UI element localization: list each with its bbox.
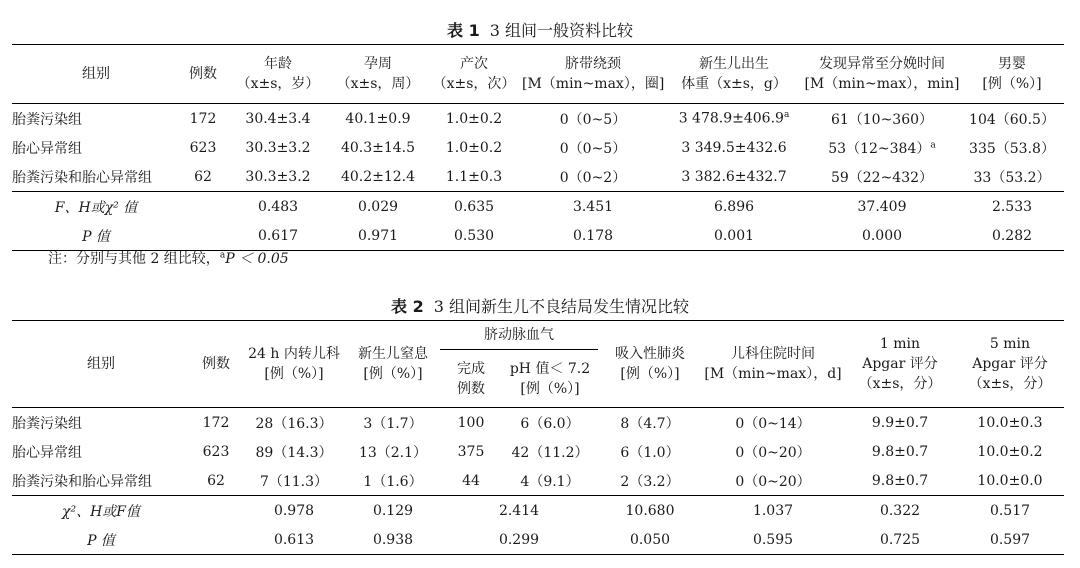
table-row (12, 437, 1064, 466)
cell: 9.8±0.7 (871, 472, 929, 489)
cell: 42（11.2） (511, 444, 589, 461)
cell: 59（22~432） (830, 169, 934, 186)
row-group: 胎粪污染组 (12, 415, 82, 432)
cell: 0.595 (702, 525, 844, 555)
cell: 0.001 (664, 221, 804, 251)
table-row (12, 408, 1064, 438)
table1-caption (0, 18, 1080, 41)
t1-header-parity: 产次 （x±s，次） (426, 45, 522, 104)
cell: 33（53.2） (973, 169, 1051, 186)
cell: 1.0±0.2 (445, 139, 503, 156)
cell: 10.680 (598, 496, 702, 526)
cell: 40.1±0.9 (345, 110, 411, 127)
stat-label: χ²、H或F值 (12, 496, 190, 526)
table1-title: 3 组间一般资料比较 (489, 21, 633, 40)
cell: 1.0±0.2 (445, 110, 503, 127)
t2-header-cord-gas: 脐动脉血气 (440, 321, 598, 350)
t1-header-bw: 新生儿出生 体重（x±s，g） (664, 45, 804, 104)
superscript-a: a (930, 139, 936, 150)
table1 (12, 44, 1064, 251)
cell: 30.4±3.4 (245, 110, 311, 127)
cell: 0.178 (522, 221, 664, 251)
cell: 28（16.3） (255, 415, 333, 432)
t1-header-time: 发现异常至分娩时间 [M（min~max），min] (804, 45, 960, 104)
t2-header-apgar5: 5 min Apgar 评分 （x±s，分） (956, 321, 1064, 408)
cell: 10.0±0.2 (977, 443, 1043, 460)
cell: 6（1.0） (620, 444, 680, 461)
superscript-a: a (783, 110, 790, 121)
superscript-a: a (219, 250, 226, 261)
cell: 1.037 (702, 496, 844, 526)
cell: 10.0±0.3 (977, 414, 1043, 431)
empty-cell (180, 192, 226, 222)
row-group: 胎心异常组 (12, 444, 82, 461)
cell: 623 (189, 139, 217, 156)
cell: 40.3±14.5 (340, 139, 416, 156)
cell: 0.517 (956, 496, 1064, 526)
cell: 6.896 (664, 192, 804, 222)
t1-header-cord: 脐带绕颈 [M（min~max），圈] (522, 45, 664, 104)
stat-label: F、H或χ² 值 (12, 192, 180, 222)
cell: 0.483 (226, 192, 330, 222)
cell: 13（2.1） (358, 444, 428, 461)
t2-header-asphyxia: 新生儿窒息 [例（%）] (346, 321, 440, 408)
cell: 100 (457, 414, 485, 431)
cell: 0.129 (346, 496, 440, 526)
table2-number: 表 2 (391, 297, 424, 316)
t2-header-done: 完成 例数 (440, 350, 502, 408)
cell: 2.414 (440, 496, 598, 526)
cell: 0（0~5） (559, 111, 627, 128)
cell: 1（1.6） (363, 473, 423, 490)
cell: 1.1±0.3 (445, 168, 503, 185)
cell: 0.597 (956, 525, 1064, 555)
cell: 4（9.1） (520, 473, 580, 490)
cell: 0.029 (330, 192, 426, 222)
t1-header-n: 例数 (180, 45, 226, 104)
cell: 0.322 (844, 496, 956, 526)
cell: 172 (189, 110, 217, 127)
row-group: 胎粪污染组 (12, 111, 82, 128)
cell: 0（0~20） (735, 473, 811, 490)
cell: 623 (202, 443, 230, 460)
cell: 6（6.0） (520, 415, 580, 432)
t2-header-ph: pH 值＜ 7.2 [例（%）] (502, 350, 598, 408)
cell: 0.282 (960, 221, 1064, 251)
table2-title: 3 组间新生儿不良结局发生情况比较 (433, 297, 689, 316)
table2-header-row-1 (12, 321, 1064, 350)
cell: 0.000 (804, 221, 960, 251)
table-row (12, 104, 1064, 134)
cell: 0.613 (242, 525, 346, 555)
p-row (12, 525, 1064, 555)
cell: 3 349.5±432.6 (681, 139, 787, 156)
empty-cell (190, 525, 242, 555)
stat-row (12, 496, 1064, 526)
cell: 0.938 (346, 525, 440, 555)
t1-header-male: 男婴 [例（%）] (960, 45, 1064, 104)
cell: 2（3.2） (620, 473, 680, 490)
cell: 3 478.9±406.9$^a$ (678, 110, 790, 127)
cell: 0.299 (440, 525, 598, 555)
cell: 0.635 (426, 192, 522, 222)
cell: 0.971 (330, 221, 426, 251)
cell: 44 (462, 472, 480, 489)
cell: 172 (202, 414, 230, 431)
empty-cell (190, 496, 242, 526)
cell: 0.617 (226, 221, 330, 251)
p-label: P 值 (12, 525, 190, 555)
cell: 0.530 (426, 221, 522, 251)
row-group: 胎心异常组 (12, 140, 82, 157)
table1-number: 表 1 (447, 21, 480, 40)
table-row (12, 133, 1064, 162)
cell: 40.2±12.4 (340, 168, 416, 185)
table2 (12, 320, 1064, 555)
t2-header-pneumonia: 吸入性肺炎 [例（%）] (598, 321, 702, 408)
cell: 7（11.3） (259, 473, 329, 490)
cell: 0.978 (242, 496, 346, 526)
cell: 30.3±3.2 (245, 168, 311, 185)
t2-header-n: 例数 (190, 321, 242, 408)
cell: 53（12~384）$^a$ (828, 139, 936, 157)
cell: 62 (207, 472, 225, 489)
cell: 0（0~14） (735, 415, 811, 432)
cell: 8（4.7） (620, 415, 680, 432)
cell: 3.451 (522, 192, 664, 222)
cell: 61（10~360） (830, 111, 934, 128)
cell: 0.725 (844, 525, 956, 555)
cell: 375 (457, 443, 485, 460)
table-row (12, 466, 1064, 496)
t2-header-stay: 儿科住院时间 [M（min~max），d] (702, 321, 844, 408)
cell: 89（14.3） (255, 444, 333, 461)
t1-header-age: 年龄 （x±s，岁） (226, 45, 330, 104)
stat-row (12, 192, 1064, 222)
t2-header-transfer: 24 h 内转儿科 [例（%）] (242, 321, 346, 408)
cell: 0（0~20） (735, 444, 811, 461)
table1-note: 注：分别与其他 2 组比较，$^a$P ＜ 0.05 (48, 250, 289, 267)
cell: 0（0~2） (559, 169, 627, 186)
t2-header-group: 组别 (12, 321, 190, 408)
cell: 9.8±0.7 (871, 443, 929, 460)
cell: 62 (194, 168, 212, 185)
cell: 30.3±3.2 (245, 139, 311, 156)
cell: 37.409 (804, 192, 960, 222)
cell: 0（0~5） (559, 140, 627, 157)
table2-caption (0, 294, 1080, 317)
empty-cell (180, 221, 226, 251)
p-label: P 值 (12, 221, 180, 251)
cell: 335（53.8） (969, 140, 1055, 157)
row-group: 胎粪污染和胎心异常组 (12, 169, 152, 186)
cell: 3 382.6±432.7 (681, 168, 787, 185)
cell: 9.9±0.7 (871, 414, 929, 431)
p-row (12, 221, 1064, 251)
t1-header-group: 组别 (12, 45, 180, 104)
cell: 0.050 (598, 525, 702, 555)
cell: 2.533 (960, 192, 1064, 222)
cell: 3（1.7） (363, 415, 423, 432)
row-group: 胎粪污染和胎心异常组 (12, 473, 152, 490)
table1-header-row (12, 45, 1064, 104)
cell: 10.0±0.0 (977, 472, 1043, 489)
t2-header-apgar1: 1 min Apgar 评分 （x±s，分） (844, 321, 956, 408)
t1-header-ga: 孕周 （x±s，周） (330, 45, 426, 104)
table-row (12, 162, 1064, 192)
cell: 104（60.5） (969, 111, 1055, 128)
